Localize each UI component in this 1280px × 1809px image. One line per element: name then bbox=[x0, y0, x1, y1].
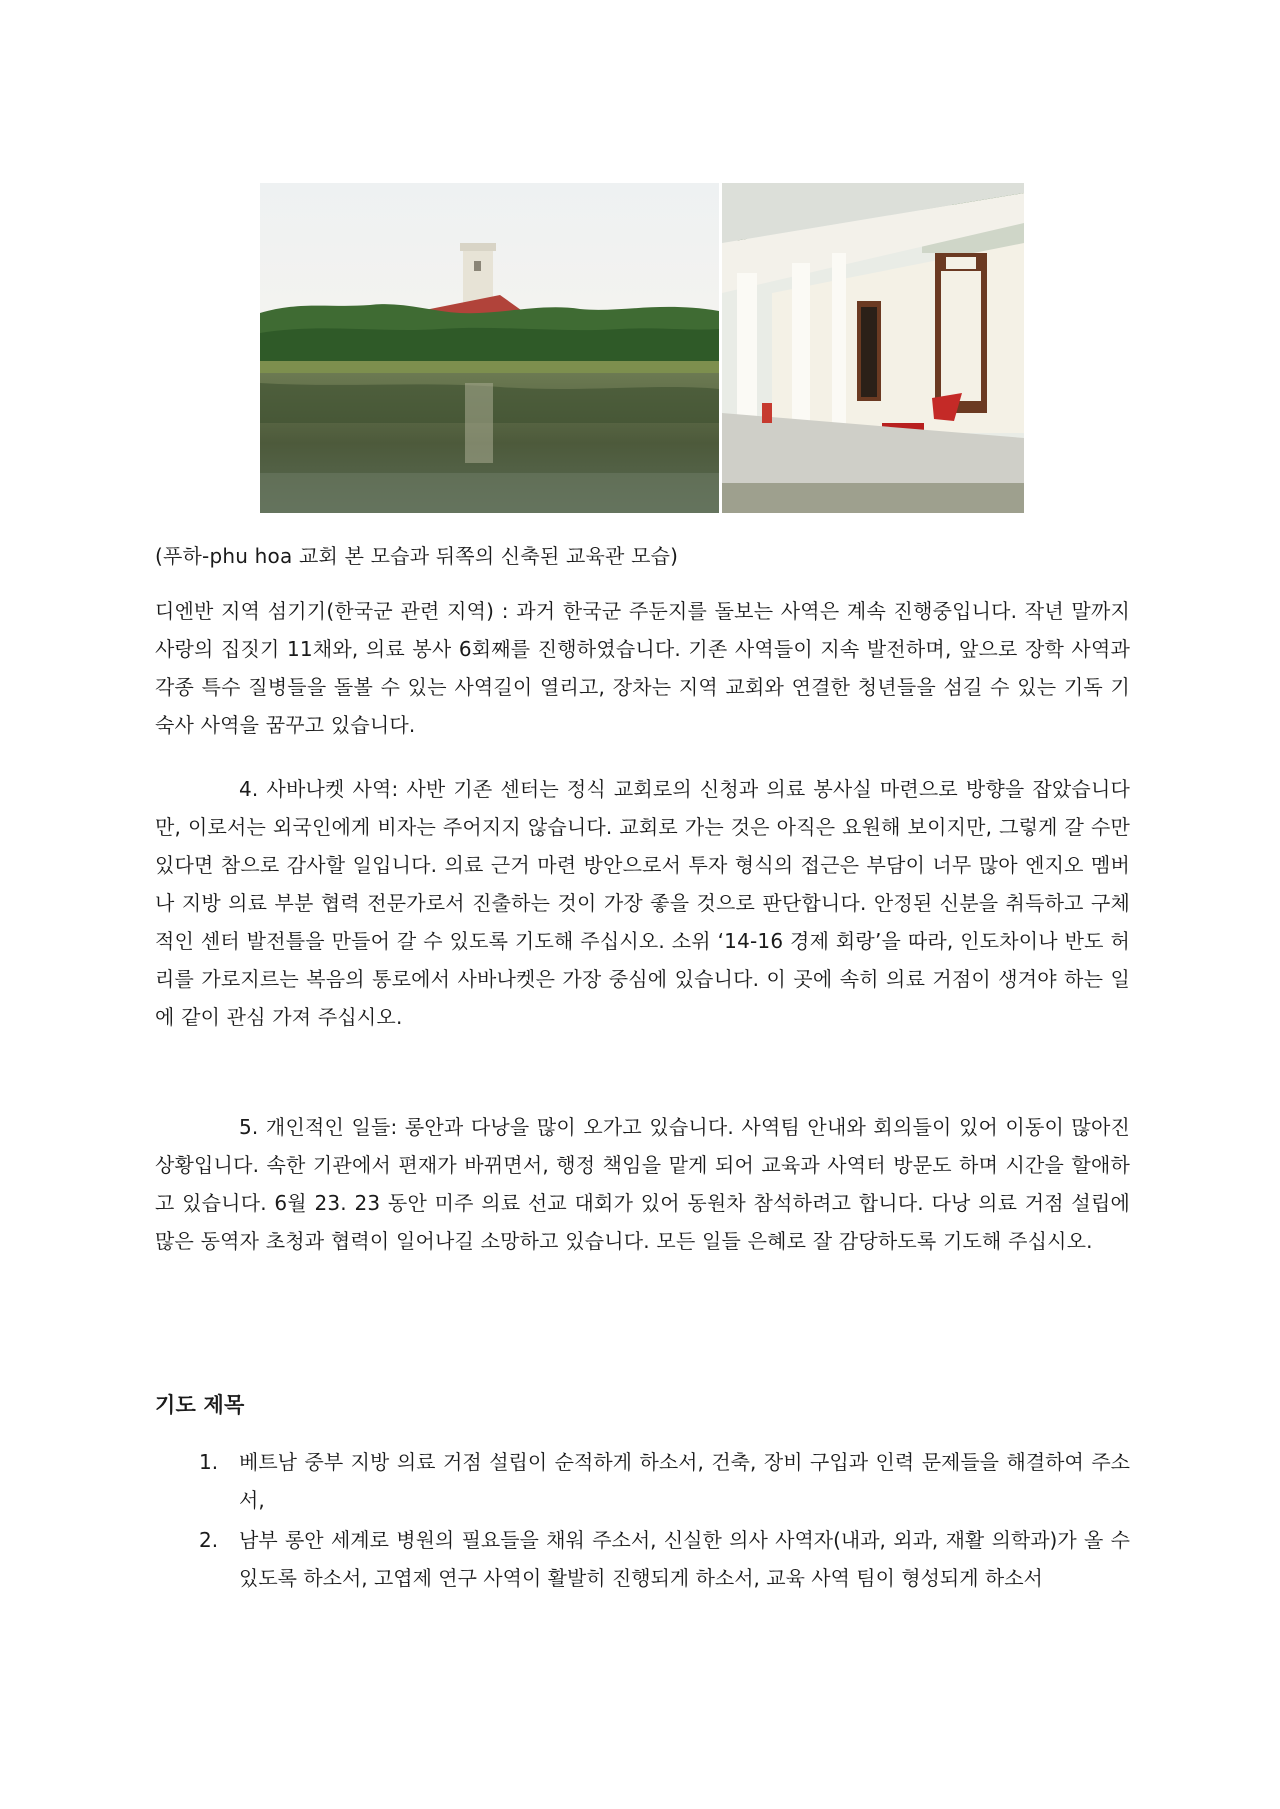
paragraph-text: 디엔반 지역 섬기기(한국군 관련 지역) : 과거 한국군 주둔지를 돌보는 사역은 계속 진행중입니다. 작년 말까지 사랑의 집짓기 11채와, 의료 봉사 6회째를 진행하였습니다. 기존 사역들이 지속 발전하며, 앞으로 장학 사역과 각종 특수 질병들을 돌볼 수 있는 사역길이 열리고, 장차는 지역 교회와 연결한 청년들을 섬길 수 있는 기독 기숙사 사역을 꿈꾸고 있습니다. bbox=[155, 599, 1130, 737]
list-item bbox=[155, 1521, 1130, 1597]
prayer-heading: 기도 제목 bbox=[155, 1393, 245, 1417]
education-building-photo bbox=[722, 183, 1024, 513]
list-item bbox=[155, 1443, 1130, 1519]
photo-caption bbox=[155, 537, 1130, 575]
prayer-list bbox=[155, 1443, 1130, 1599]
list-number: 1. bbox=[199, 1450, 219, 1474]
list-item-text: 남부 롱안 세계로 병원의 필요들을 채워 주소서, 신실한 의사 사역자(내과, 외과, 재활 의학과)가 올 수 있도록 하소서, 고엽제 연구 사역이 활발히 진행되게 하소서, 교육 사역 팀이 형성되게 하소서 bbox=[239, 1528, 1130, 1590]
personal-paragraph bbox=[155, 1108, 1130, 1260]
church-lake-photo bbox=[260, 183, 719, 513]
savannakhet-paragraph bbox=[155, 770, 1130, 1036]
dien-ban-paragraph bbox=[155, 592, 1130, 744]
photo-pair bbox=[260, 183, 1024, 513]
list-number: 2. bbox=[199, 1528, 219, 1552]
paragraph-text: 5. 개인적인 일들: 롱안과 다낭을 많이 오가고 있습니다. 사역팀 안내와 회의들이 있어 이동이 많아진 상황입니다. 속한 기관에서 편재가 바뀌면서, 행정 책임을 맡게 되어 교육과 사역터 방문도 하며 시간을 할애하고 있습니다. 6월 23. 23 동안 미주 의료 선교 대회가 있어 동원차 참석하려고 합니다. 다낭 의료 거점 설립에 많은 동역자 초청과 협력이 일어나길 소망하고 있습니다. 모든 일들 은혜로 잘 감당하도록 기도해 주십시오. bbox=[155, 1115, 1130, 1253]
caption-text: (푸하-phu hoa 교회 본 모습과 뒤쪽의 신축된 교육관 모습) bbox=[155, 544, 679, 568]
list-item-text: 베트남 중부 지방 의료 거점 설립이 순적하게 하소서, 건축, 장비 구입과 인력 문제들을 해결하여 주소서, bbox=[239, 1450, 1130, 1512]
paragraph-text: 4. 사바나켓 사역: 사반 기존 센터는 정식 교회로의 신청과 의료 봉사실 마련으로 방향을 잡았습니다만, 이로서는 외국인에게 비자는 주어지지 않습니다. 교회로 가는 것은 아직은 요원해 보이지만, 그렇게 갈 수만 있다면 참으로 감사할 일입니다. 의료 근거 마련 방안으로서 투자 형식의 접근은 부담이 너무 많아 엔지오 멤버나 지방 의료 부분 협력 전문가로서 진출하는 것이 가장 좋을 것으로 판단합니다. 안정된 신분을 취득하고 구체적인 센터 발전틀을 만들어 갈 수 있도록 기도해 주십시오. 소위 ‘14-16 경제 회랑’을 따라, 인도차이나 반도 허리를 가로지르는 복음의 통로에서 사바나켓은 가장 중심에 있습니다. 이 곳에 속히 의료 거점이 생겨야 하는 일에 같이 관심 가져 주십시오. bbox=[155, 777, 1130, 1029]
